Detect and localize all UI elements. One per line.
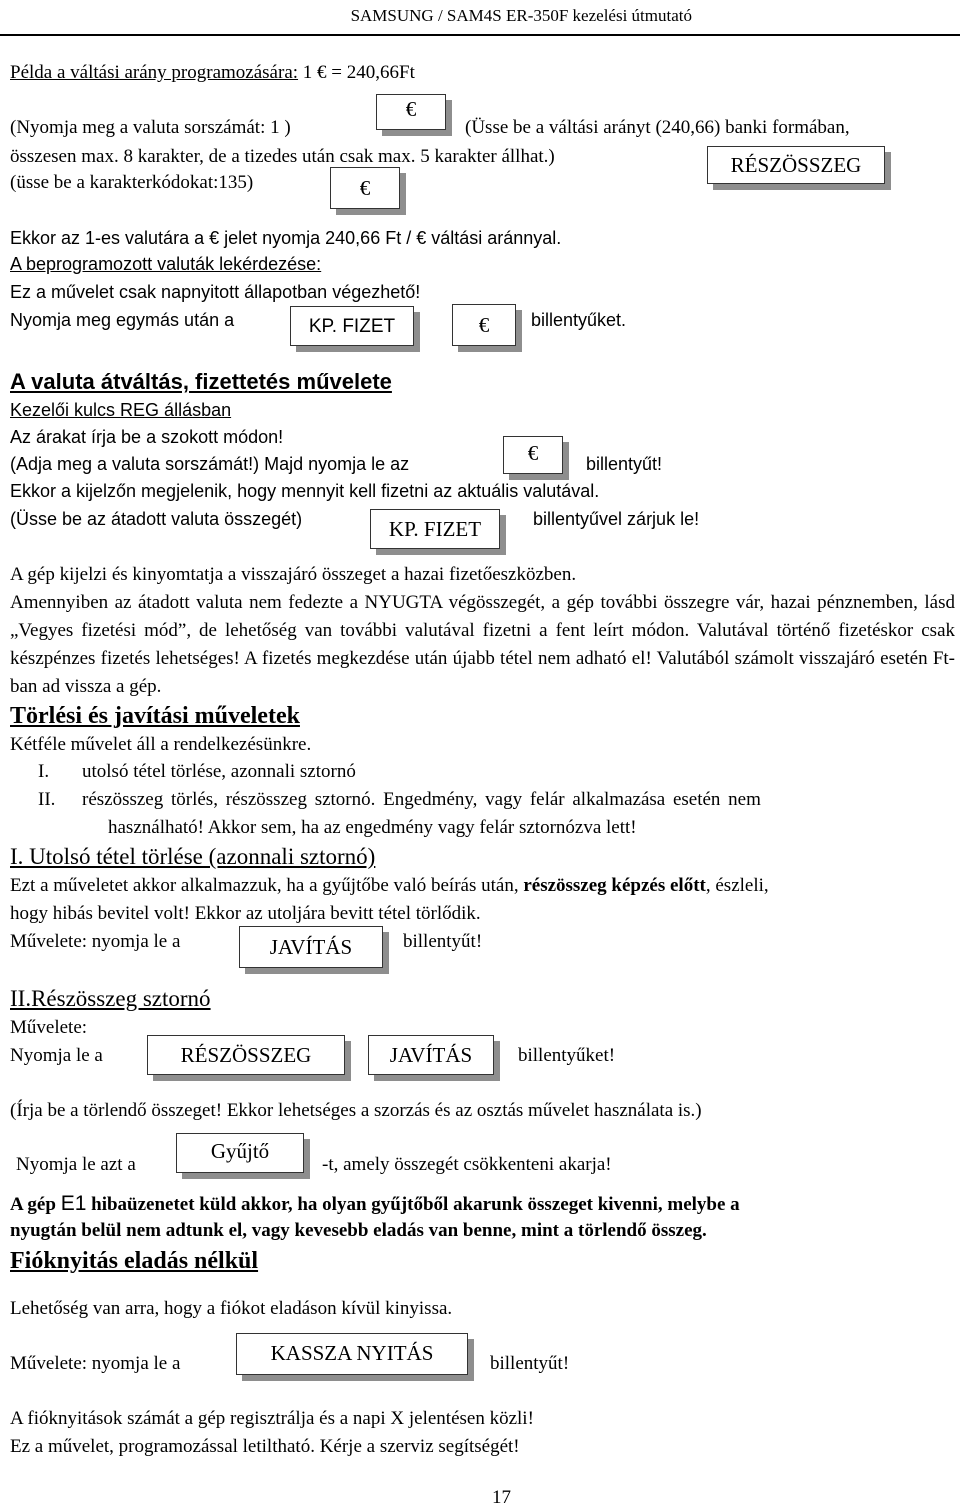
last-delete-p1-a: Ezt a műveletet akkor alkalmazzuk, ha a gyűjtőbe való beírás után, <box>10 875 524 896</box>
drawer-op-b: billentyűt! <box>490 1353 570 1374</box>
subtotal-error-a: A gép <box>10 1194 61 1215</box>
drawer-line1: Lehetőség van arra, hogy a fiókot eladáson kívül kinyissa. <box>10 1298 453 1319</box>
reszosszeg-key[interactable]: RÉSZÖSSZEG <box>707 146 885 184</box>
delete-item2-text: részösszeg törlés, részösszeg sztornó. Engedmény, vagy felár alkalmazása esetén nem <box>82 789 761 810</box>
last-delete-op-a: Művelete: nyomja le a <box>10 931 181 952</box>
example-line <box>10 62 415 84</box>
subtotal-press-b: billentyűket! <box>518 1045 616 1066</box>
subtotal-error-line2: nyugtán belül nem adtunk el, vagy kevesebb eladás van benne, mint a törlendő összeg. <box>10 1220 707 1241</box>
subtotal-error-b: hibaüzenetet küld akkor, ha olyan gyűjtőből akarunk összeget kivenni, melybe a <box>86 1194 740 1215</box>
drawer-title: Fióknyitás eladás nélkül <box>10 1248 259 1274</box>
example-rest: 1 € = 240,66Ft <box>298 62 415 83</box>
delete-item1-num: I. <box>38 761 50 782</box>
exchange-paragraph: Amennyiben az átadott valuta nem fedezte a NYUGTA végösszegét, a gép további összegre vár, hazai pénznemben, lásd „Vegyes fizetési mód”, de lehetőség van további valutával fizetni a fent leírt módon. Valutával történő fizetéskor csak készpénzes fizetés lehetséges! A fizetés megkezdése után újabb tétel nem adható el! Valutából számolt visszajáró esetén Ft-ban ad vissza a gép. <box>10 592 955 697</box>
subtotal-note: (Írja be a törlendő összeget! Ekkor lehetséges a szorzás és az osztás művelet használata is.) <box>10 1100 702 1121</box>
javitas-key[interactable]: JAVÍTÁS <box>239 926 383 968</box>
last-delete-p1-b: , észleli, <box>705 875 769 896</box>
delete-item1-text: utolsó tétel törlése, azonnali sztornó <box>82 761 356 782</box>
exchange-line2-b: billentyűt! <box>586 454 663 474</box>
last-delete-op-b: billentyűt! <box>403 931 483 952</box>
subtotal-press-a: Nyomja le a <box>10 1045 103 1066</box>
drawer-line3: Ez a művelet, programozással letiltható. Kérje a szerviz segítségét! <box>10 1436 520 1457</box>
exchange-line5: A gép kijelzi és kinyomtatja a visszajáró összeget a hazai fizetőeszközben. <box>10 564 577 585</box>
rate-line4: Ekkor az 1-es valutára a € jelet nyomja 240,66 Ft / € váltási aránnyal. <box>10 228 562 248</box>
query-line1: Ez a művelet csak napnyitott állapotban végezhető! <box>10 282 421 302</box>
rate-line1-a: (Nyomja meg a valuta sorszámát: 1 ) <box>10 117 291 138</box>
subtotal-press2-b: -t, amely összegét csökkenteni akarja! <box>322 1154 612 1175</box>
query-line2-b: billentyűket. <box>531 310 627 330</box>
euro-key-3[interactable]: € <box>452 304 516 346</box>
page-number: 17 <box>492 1487 511 1508</box>
subtotal-error <box>10 1192 740 1216</box>
kp-fizet-key-2[interactable]: KP. FIZET <box>370 509 500 549</box>
delete-item2-cont: használható! Akkor sem, ha az engedmény vagy felár sztornózva lett! <box>108 817 637 838</box>
last-delete-title: I. Utolsó tétel törlése (azonnali sztornó) <box>10 844 376 869</box>
reszosszeg-key-2[interactable]: RÉSZÖSSZEG <box>147 1035 345 1075</box>
query-title: A beprogramozott valuták lekérdezése: <box>10 254 322 274</box>
exchange-line3: Ekkor a kijelzőn megjelenik, hogy mennyit kell fizetni az aktuális valutával. <box>10 481 600 501</box>
rate-line1-b: (Üsse be a váltási arányt (240,66) banki formában, <box>465 117 850 138</box>
subtotal-op-label: Művelete: <box>10 1017 88 1038</box>
delete-item2-num: II. <box>38 789 56 810</box>
subtotal-title: II.Részösszeg sztornó <box>10 986 211 1011</box>
exchange-line4-a: (Üsse be az átadott valuta összegét) <box>10 509 303 529</box>
rate-line2: összesen max. 8 karakter, de a tizedes után csak max. 5 karakter állhat.) <box>10 146 555 167</box>
last-delete-p2: hogy hibás bevitel volt! Ekkor az utoljára bevitt tétel törlődik. <box>10 903 481 924</box>
page-header <box>0 0 960 36</box>
example-title: Példa a váltási arány programozására: <box>10 62 299 83</box>
drawer-op-a: Művelete: nyomja le a <box>10 1353 181 1374</box>
query-line2-a: Nyomja meg egymás után a <box>10 310 235 330</box>
exchange-line1: Az árakat írja be a szokott módon! <box>10 427 284 447</box>
javitas-key-2[interactable]: JAVÍTÁS <box>368 1035 494 1075</box>
rate-line3: (üsse be a karakterkódokat:135) <box>10 172 254 193</box>
exchange-title: A valuta átváltás, fizettetés művelete <box>10 369 392 394</box>
exchange-line4-b: billentyűvel zárjuk le! <box>533 509 700 529</box>
euro-key-2[interactable]: € <box>330 167 400 209</box>
subtotal-press2-a: Nyomja le azt a <box>16 1154 136 1175</box>
subtotal-error-code: E1 <box>60 1192 87 1215</box>
last-delete-p1-bold: részösszeg képzés előtt <box>523 875 706 896</box>
delete-intro: Kétféle művelet áll a rendelkezésünkre. <box>10 734 312 755</box>
delete-title: Törlési és javítási műveletek <box>10 703 300 729</box>
kp-fizet-key[interactable]: KP. FIZET <box>290 306 414 346</box>
header-title: SAMSUNG / SAM4S ER-350F kezelési útmutató <box>350 6 692 25</box>
last-delete-p1 <box>10 875 769 897</box>
kassza-nyitas-key[interactable]: KASSZA NYITÁS <box>236 1333 468 1375</box>
euro-key-4[interactable]: € <box>503 436 563 474</box>
exchange-line2-a: (Adja meg a valuta sorszámát!) Majd nyomja le az <box>10 454 410 474</box>
euro-key[interactable]: € <box>376 94 446 130</box>
exchange-mode: Kezelői kulcs REG állásban <box>10 400 232 420</box>
gyujto-key[interactable]: Gyűjtő <box>176 1133 304 1173</box>
drawer-line2: A fióknyitások számát a gép regisztrálja és a napi X jelentésen közli! <box>10 1408 534 1429</box>
